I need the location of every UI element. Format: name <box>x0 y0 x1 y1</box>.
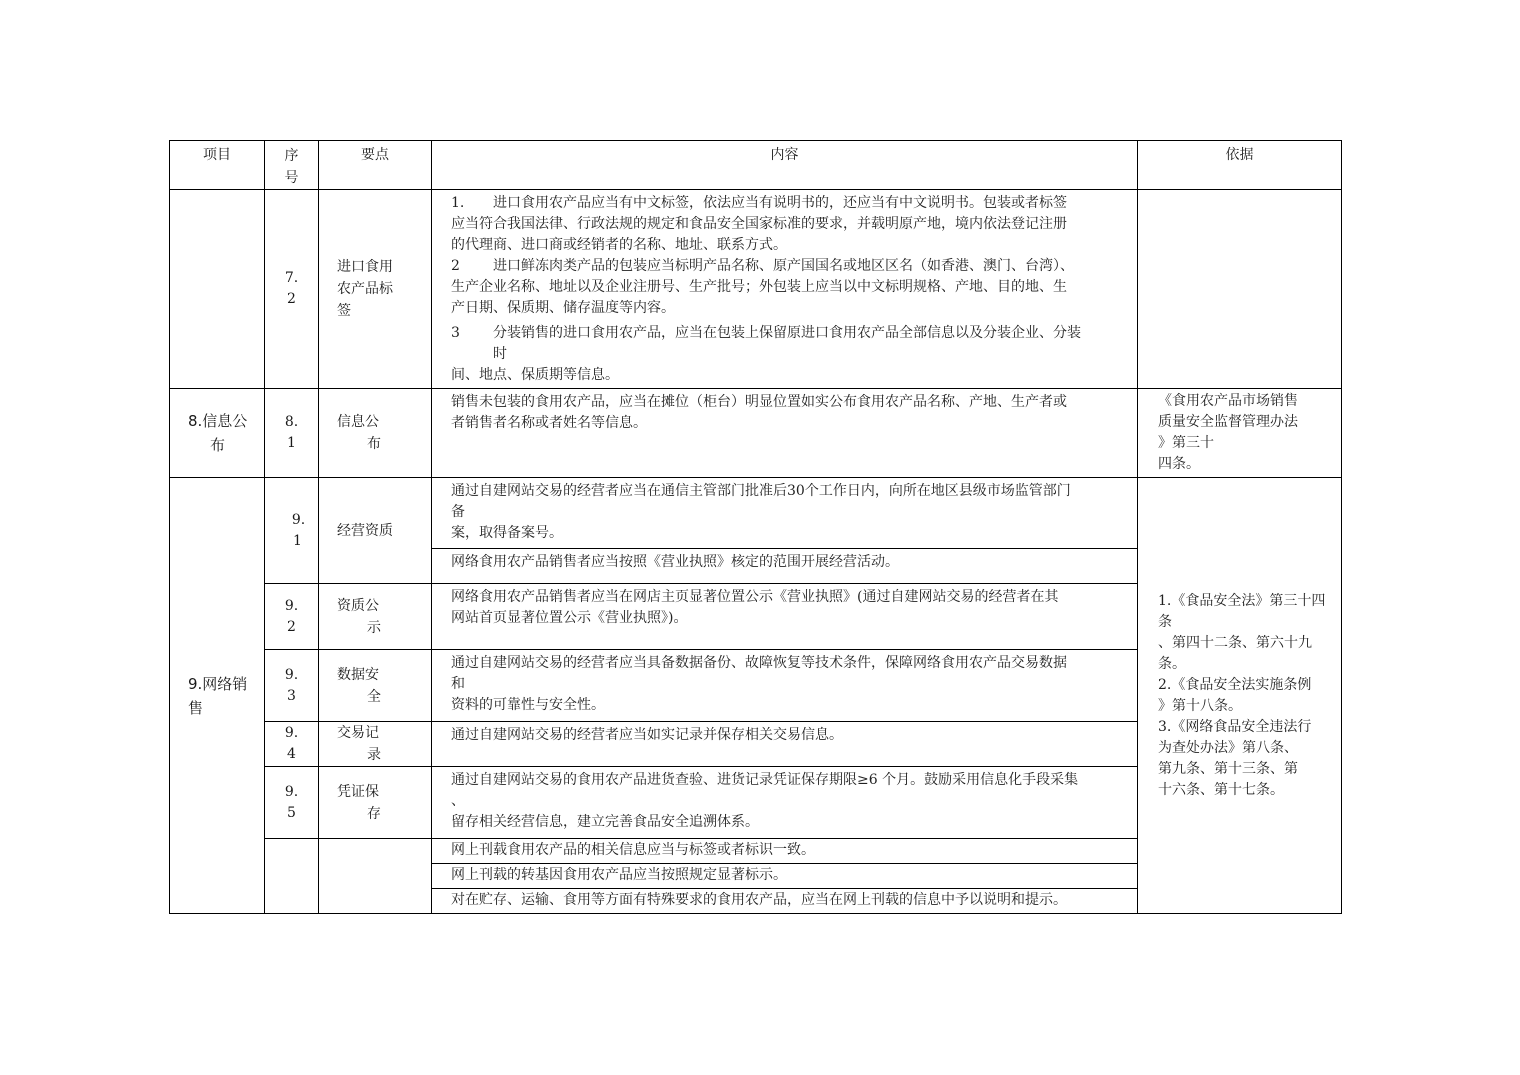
project-cell-8 <box>170 389 265 478</box>
seq-line2: 2 <box>287 291 296 307</box>
content-line: 资料的可靠性与安全性。 <box>451 697 605 713</box>
project-line1: 8.信息公 <box>188 412 248 430</box>
header-row <box>170 141 1342 190</box>
point-line2: 示 <box>367 619 381 636</box>
header-project: 项目 <box>170 141 265 190</box>
content-cell-9-4 <box>432 722 1138 767</box>
content-line: 网络食用农产品销售者应当在网店主页显著位置公示《营业执照》(通过自建网站交易的经营者在其 <box>451 589 1059 605</box>
item-text: 进口食用农产品应当有中文标签，依法应当有说明书的，还应当有中文说明书。包装或者标签 <box>493 195 1067 211</box>
list-item <box>451 323 1127 344</box>
point-line1: 信息公 <box>337 414 379 430</box>
point-line2: 全 <box>367 688 381 705</box>
seq-line2: 4 <box>287 746 296 762</box>
basis-line: 四条。 <box>1158 456 1200 472</box>
point-line2: 农产品标 <box>337 281 393 297</box>
table-row-8-1 <box>170 389 1342 478</box>
item-text: 分装销售的进口食用农产品，应当在包装上保留原进口食用农产品全部信息以及分装企业、分装 <box>493 325 1081 341</box>
content-line: 案，取得备案号。 <box>451 525 563 541</box>
basis-line: 2.《食品安全法实施条例 <box>1158 676 1312 693</box>
content-line: 网站首页显著位置公示《营业执照》)。 <box>451 610 688 626</box>
content-cell-9-5 <box>432 767 1138 839</box>
point-cell-8-1 <box>319 389 432 478</box>
content-cell-9-3 <box>432 650 1138 722</box>
basis-line: 十六条、第十七条。 <box>1158 781 1284 798</box>
point-cell-9-1 <box>319 478 432 584</box>
basis-line: 》第三十 <box>1158 435 1214 451</box>
project-cell-empty <box>170 190 265 389</box>
seq-line1: 9. <box>284 597 299 614</box>
seq-cell-9-2 <box>265 584 319 650</box>
seq-line1: 7. <box>284 270 299 286</box>
point-line1: 数据安 <box>337 666 379 683</box>
point-line1: 进口食用 <box>337 259 393 275</box>
table-row-9-1a <box>170 478 1342 549</box>
point-line2: 存 <box>367 805 381 822</box>
seq-cell-9-4 <box>265 722 319 767</box>
content-cell-9-2 <box>432 584 1138 650</box>
content-cell-9-6b <box>432 864 1138 889</box>
basis-line: 条。 <box>1158 655 1186 672</box>
basis-line: 3.《网络食品安全违法行 <box>1158 718 1312 735</box>
content-line: 备 <box>451 504 465 520</box>
project-line1: 9.网络销 <box>188 674 248 693</box>
item-text: 时 <box>493 346 507 362</box>
seq-cell-9-1 <box>265 478 319 584</box>
table-row-7-2 <box>170 190 1342 389</box>
point-line2: 布 <box>367 436 381 452</box>
content-cell-9-1b <box>432 549 1138 584</box>
basis-line: 1.《食品安全法》第三十四条 <box>1158 592 1326 630</box>
item-text: 产日期、保质期、储存温度等内容。 <box>451 300 675 316</box>
seq-line1: 9. <box>291 511 306 528</box>
seq-line2: 3 <box>287 687 296 704</box>
content-line: 销售未包装的食用农产品，应当在摊位（柜台）明显位置如实公布食用农产品名称、产地、生产者或 <box>451 394 1067 410</box>
basis-line: 第九条、第十三条、第 <box>1158 760 1298 777</box>
header-basis: 依据 <box>1138 141 1342 190</box>
content-line: 网上刊载食用农产品的相关信息应当与标签或者标识一致。 <box>451 842 815 858</box>
seq-cell-8-1 <box>265 389 319 478</box>
project-line2: 售 <box>188 698 204 717</box>
point-cell-9-4 <box>319 722 432 767</box>
item-number: 2 <box>451 258 460 274</box>
header-seq <box>265 141 319 190</box>
seq-cell-9-3 <box>265 650 319 722</box>
point-cell-9-5 <box>319 767 432 839</box>
item-number: 3 <box>451 325 460 341</box>
seq-line2: 5 <box>287 804 296 821</box>
list-item <box>451 256 1127 277</box>
point-line2: 录 <box>367 747 381 763</box>
content-line: 通过自建网站交易的食用农产品进货查验、进货记录凭证保存期限≥6 个月。鼓励采用信息化手段采集 <box>451 772 1079 788</box>
content-line: 网络食用农产品销售者应当按照《营业执照》核定的范围开展经营活动。 <box>451 554 899 570</box>
seq-line1: 9. <box>284 725 299 741</box>
item-text: 间、地点、保质期等信息。 <box>451 367 619 383</box>
basis-line: 、第四十二条、第六十九 <box>1158 634 1312 651</box>
seq-line1: 9. <box>284 783 299 800</box>
seq-line1: 8. <box>284 414 299 430</box>
seq-line2: 1 <box>293 532 302 549</box>
basis-cell-8 <box>1138 389 1342 478</box>
item-text: 应当符合我国法律、行政法规的规定和食品安全国家标准的要求，并载明原产地，境内依法登记注册 <box>451 216 1067 232</box>
basis-line: 为查处办法》第八条、 <box>1158 739 1298 756</box>
basis-cell-9 <box>1138 478 1342 914</box>
header-key-point: 要点 <box>319 141 432 190</box>
header-content: 内容 <box>432 141 1138 190</box>
point-line1: 交易记 <box>337 725 379 741</box>
seq-line2: 1 <box>287 435 296 451</box>
basis-cell-empty <box>1138 190 1342 389</box>
basis-line: 质量安全监督管理办法 <box>1158 414 1298 430</box>
point-cell-7-2 <box>319 190 432 389</box>
header-seq-line1: 序 <box>284 148 299 164</box>
point-line3: 签 <box>337 303 351 319</box>
seq-line2: 2 <box>287 618 296 635</box>
content-line: 通过自建网站交易的经营者应当具备数据备份、故障恢复等技术条件，保障网络食用农产品交易数据 <box>451 655 1067 671</box>
regulation-table <box>169 140 1342 914</box>
content-cell-9-6a <box>432 839 1138 864</box>
header-seq-line2: 号 <box>284 170 299 186</box>
project-cell-9 <box>170 478 265 914</box>
content-cell-9-6c <box>432 889 1138 914</box>
seq-line1: 9. <box>284 666 299 683</box>
item-number: 1. <box>451 195 465 211</box>
seq-cell-empty <box>265 839 319 914</box>
content-line: 通过自建网站交易的经营者应当如实记录并保存相关交易信息。 <box>451 727 843 743</box>
point-cell-9-2 <box>319 584 432 650</box>
content-cell-9-1a <box>432 478 1138 549</box>
content-cell-8-1 <box>432 389 1138 478</box>
content-cell-7-2 <box>432 190 1138 389</box>
point-line1: 凭证保 <box>337 783 379 800</box>
point-line1: 资质公 <box>337 597 379 614</box>
list-item <box>451 193 1127 214</box>
seq-cell-7-2 <box>265 190 319 389</box>
point-cell-9-3 <box>319 650 432 722</box>
point-cell-empty <box>319 839 432 914</box>
seq-cell-9-5 <box>265 767 319 839</box>
item-text: 的代理商、进口商或经销者的名称、地址、联系方式。 <box>451 237 787 253</box>
basis-line: 《食用农产品市场销售 <box>1158 393 1298 409</box>
content-line: 和 <box>451 676 465 692</box>
project-line2: 布 <box>210 436 226 454</box>
item-text: 进口鲜冻肉类产品的包装应当标明产品名称、原产国国名或地区区名（如香港、澳门、台湾）、 <box>493 258 1074 274</box>
content-line: 、 <box>451 793 465 809</box>
point-line1: 经营资质 <box>337 522 393 539</box>
basis-line: 》第十八条。 <box>1158 697 1242 714</box>
content-line: 留存相关经营信息，建立完善食品安全追溯体系。 <box>451 814 759 830</box>
content-line: 者销售者名称或者姓名等信息。 <box>451 415 647 431</box>
content-line: 通过自建网站交易的经营者应当在通信主管部门批准后30个工作日内，向所在地区县级市场监管部门 <box>451 483 1071 499</box>
item-text: 生产企业名称、地址以及企业注册号、生产批号；外包装上应当以中文标明规格、产地、目的地、生 <box>451 279 1067 295</box>
content-line: 对在贮存、运输、食用等方面有特殊要求的食用农产品，应当在网上刊载的信息中予以说明和提示。 <box>451 892 1067 908</box>
content-line: 网上刊载的转基因食用农产品应当按照规定显著标示。 <box>451 867 787 883</box>
